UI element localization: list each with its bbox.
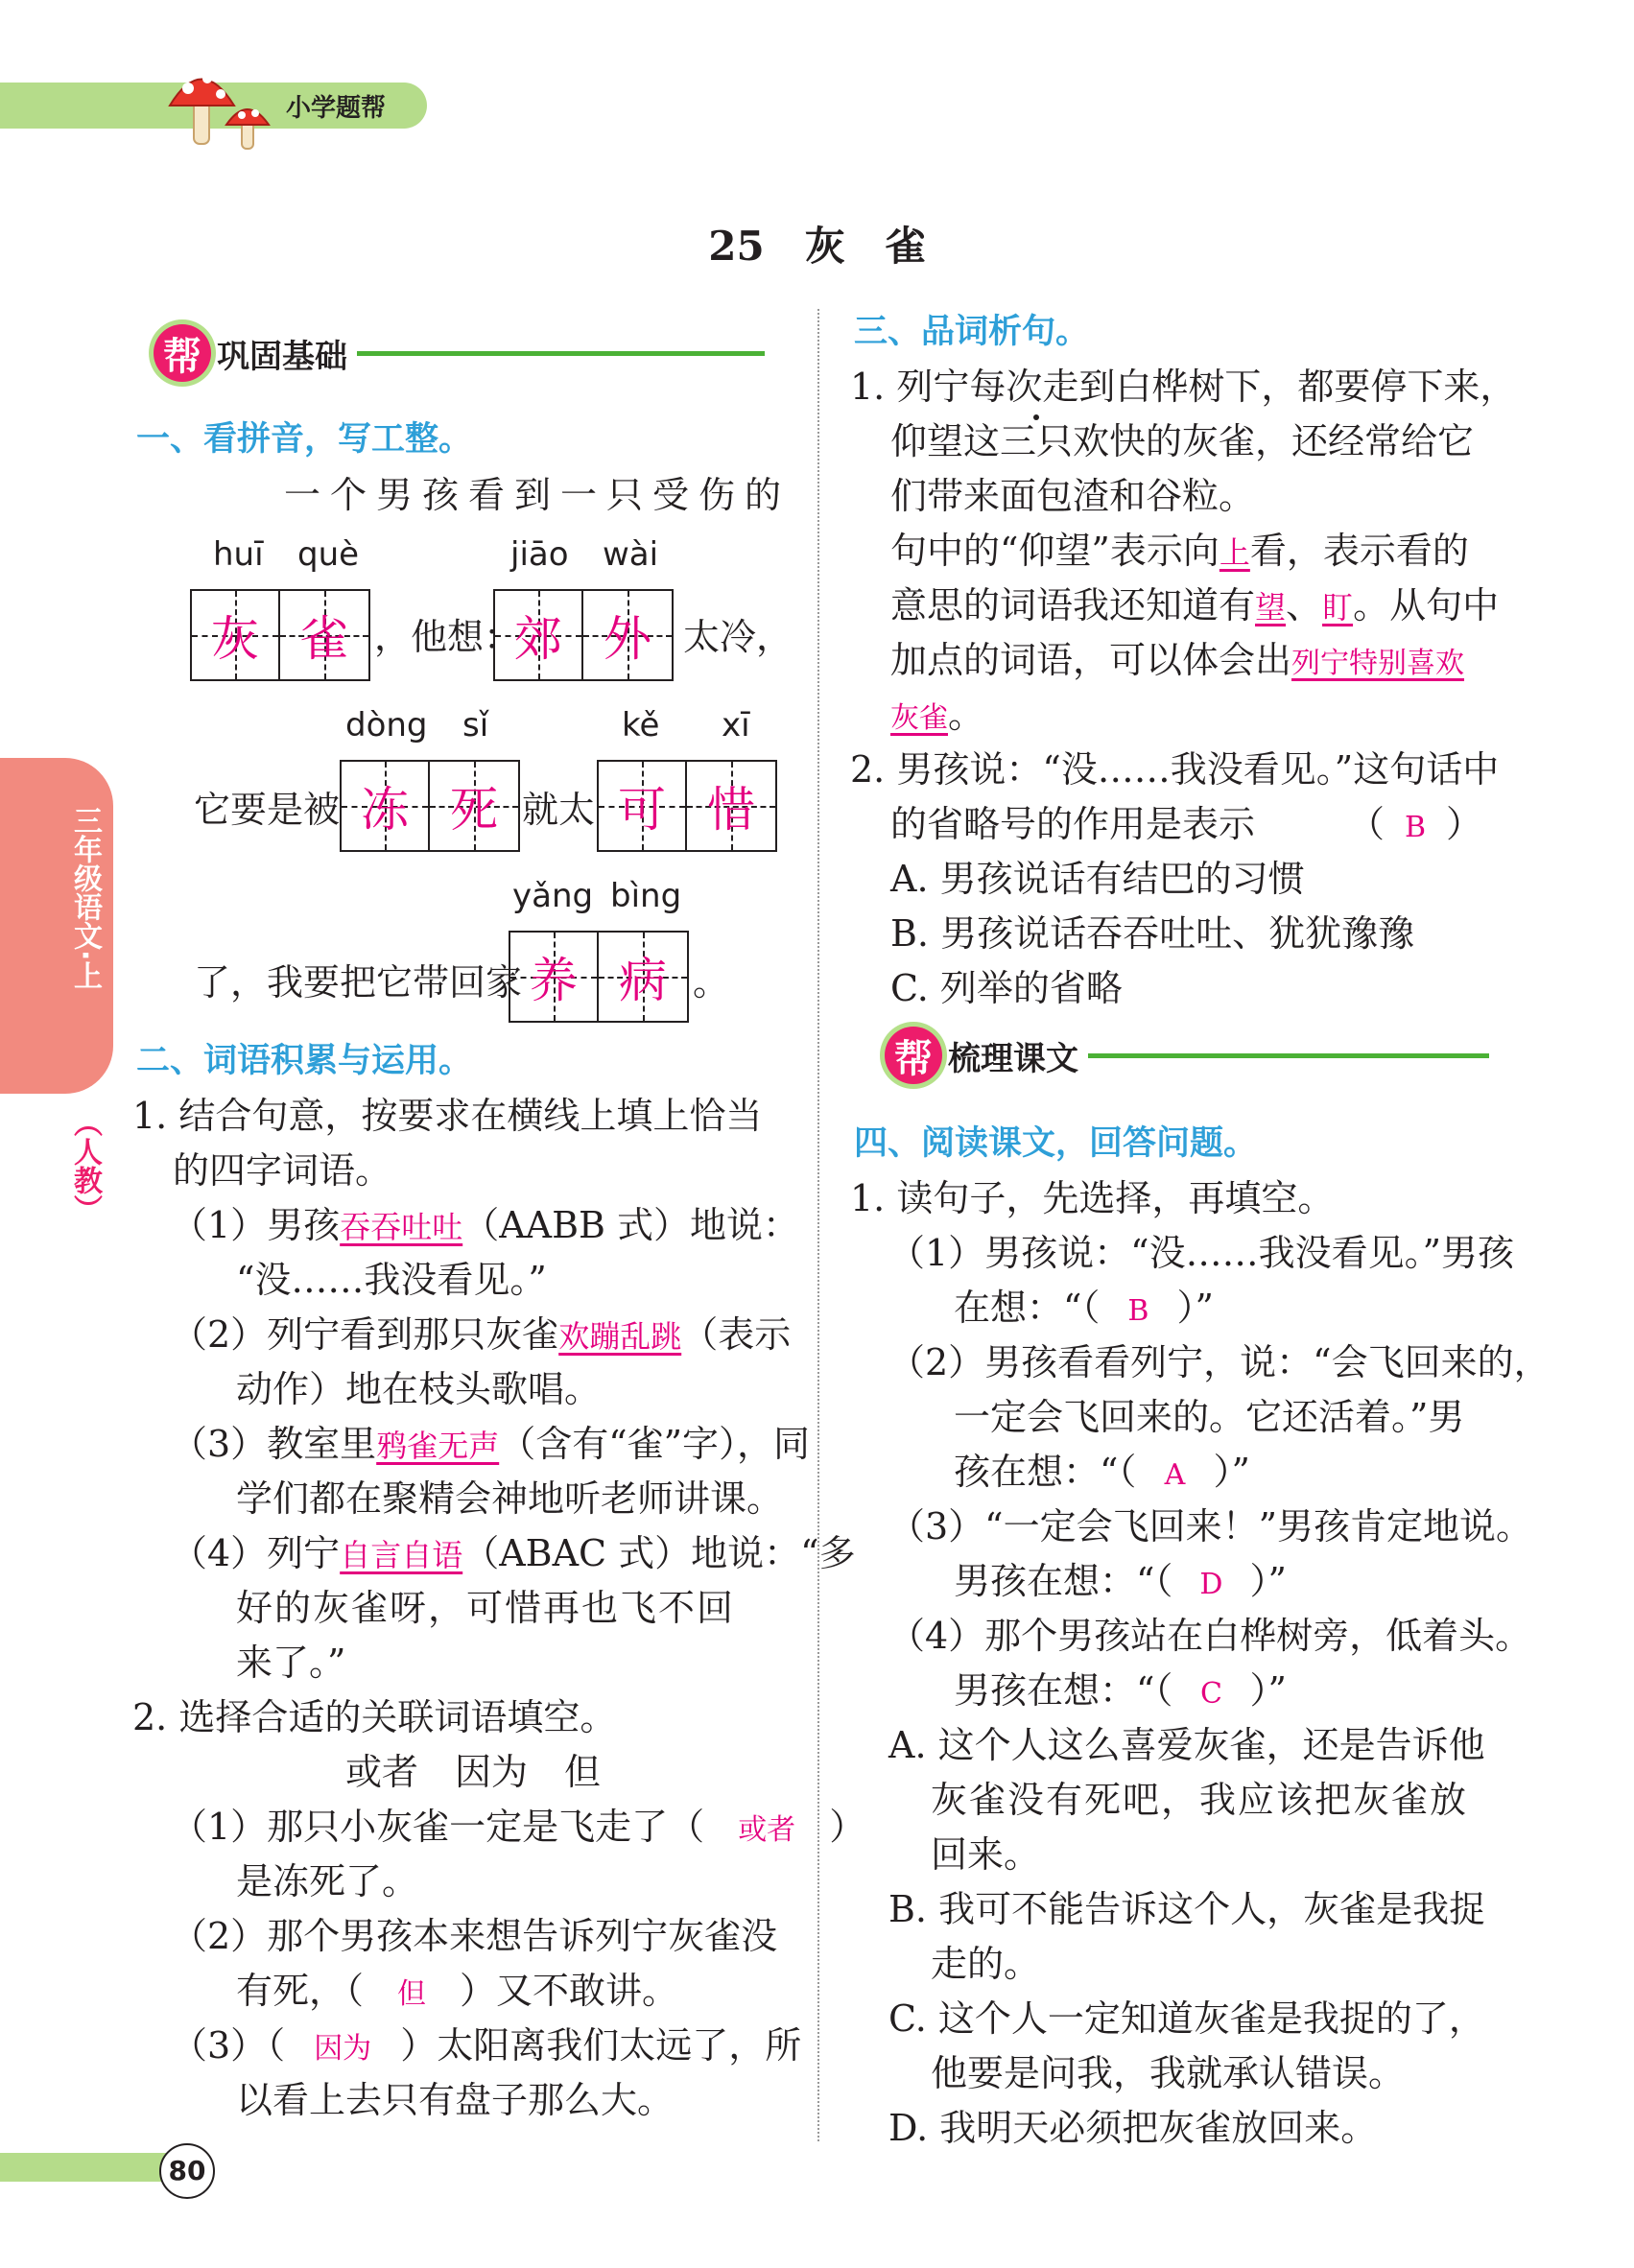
emphasis-dots: 三只 [1000,420,1074,462]
column-divider [817,309,819,2141]
sec2-q2-options: 或者 因为 但 [345,1751,602,1793]
sec3-optC: C. 列举的省略 [890,967,1123,1009]
sec3-q1-line6: 加点的词语，可以体会出列宁特别喜欢 [890,639,1465,681]
pinyin-dong: dòng [345,706,428,744]
answer-feeling-1: 列宁特别喜欢 [1291,647,1465,680]
side-tab-grade: 三年级语文·上 [68,806,102,990]
sec2-q2-line1: 2. 选择合适的关联词语填空。 [132,1696,617,1738]
pinyin-ke: kě [622,706,660,744]
banner-review-title: 梳理课文 [948,1039,1078,1078]
sec2-s3: （3）教室里鸦雀无声（含有“雀”字），同 [171,1423,811,1465]
sec1-text-end: 。 [693,961,730,1004]
sec3-q1-line5: 意思的词语我还知道有望、盯。从句中 [890,584,1500,626]
sec4-C-line1: C. 这个人一定知道灰雀是我捉的了， [888,1997,1485,2040]
char-grid-4 [597,760,777,852]
answer-c3: 因为 [314,2032,372,2066]
sec4-D-line1: D. 我明天必须把灰雀放回来。 [888,2107,1378,2149]
pinyin-wai: wài [603,535,659,574]
sec4-i1-line2: 在想：“（ B ）” [954,1281,1214,1338]
answer-i3: D [1199,1568,1223,1601]
char-grid-2 [493,589,674,681]
answer-i4: C [1199,1677,1222,1711]
pinyin-jiao: jiāo [510,535,569,574]
char-cell: 灰 [192,591,280,679]
sec4-i4-line1: （4）那个男孩站在白桦树旁，低着头。 [888,1615,1532,1657]
sec2-c2-line1: （2）那个男孩本来想告诉列宁灰雀没 [171,1915,778,1957]
char-cell: 郊 [495,591,583,679]
sec2-s4-line3: 来了。” [236,1642,346,1684]
char-grid-1 [190,589,370,681]
sec2-c1-line2: 是冻死了。 [236,1860,419,1902]
sec4-q1: 1. 读句子，先选择，再填空。 [850,1177,1335,1219]
sec1-text-tai-leng: 太冷， [683,616,793,658]
sec2-c3-line2: 以看上去只有盘子那么大。 [236,2079,675,2121]
sec4-A-line1: A. 这个人这么喜爱灰雀，还是告诉他 [888,1724,1485,1766]
sec4-A-line3: 回来。 [931,1833,1041,1876]
answer-i2: A [1164,1458,1186,1492]
sec4-i2-line3: 孩在想：“（ A ）” [954,1445,1250,1502]
sec3-q1-line3: 们带来面包渣和谷粒。 [890,475,1256,517]
pinyin-hui: huī [213,535,264,574]
answer-q2: B [1404,811,1427,844]
answer-wang: 望 [1255,589,1287,626]
sec2-c2: 有死，（ 但 ）又不敢讲。 [236,1964,678,2021]
pinyin-yang: yǎng [512,877,594,915]
sec2-c1: （1）那只小灰雀一定是飞走了（ 或者 ） [171,1800,865,1857]
sec4-B-line1: B. 我可不能告诉这个人，灰雀是我捉 [888,1888,1486,1930]
sec3-q2-line2: 的省略号的作用是表示 [890,803,1256,845]
banner-line-2 [1088,1053,1489,1058]
sec4-C-line2: 他要是问我，我就承认错误。 [931,2052,1406,2094]
sec4-B-line2: 走的。 [931,1943,1041,1985]
brand-label: 小学题帮 [286,94,387,123]
banner-consolidate [154,324,765,382]
side-tab-edition: （人教） [68,1108,102,1223]
answer-s4: 自言自语 [340,1537,463,1573]
char-cell: 病 [599,933,687,1021]
sec4-i1-line1: （1）男孩说：“没……我没看见。”男孩 [888,1232,1515,1274]
char-cell: 冻 [342,762,430,850]
sec2-s4-line2: 好的灰雀呀，可惜再也飞不回 [236,1587,736,1629]
sec2-s2: （2）列宁看到那只灰雀欢蹦乱跳（表示 [171,1313,792,1356]
answer-feeling-2: 灰雀 [890,701,948,735]
sec3-q1-line4: 句中的“仰望”表示向上看，表示看的 [890,530,1469,572]
answer-ding: 盯 [1322,589,1354,626]
sec2-c3: （3）（ 因为 ）太阳离我们太远了，所 [171,2019,801,2076]
sec2-s2-line2: 动作）地在枝头歌唱。 [236,1368,602,1410]
pinyin-que: què [297,535,360,574]
pinyin-si: sǐ [462,706,489,744]
banner-line-1 [357,351,765,356]
char-cell: 死 [430,762,518,850]
answer-c2: 但 [397,1977,427,2011]
sec4-i2-line2: 一定会飞回来的。它还活着。”男 [954,1396,1465,1438]
sec2-s1: （1）男孩吞吞吐吐（AABB 式）地说： [171,1204,800,1246]
bang-badge-1: 帮 [154,324,211,382]
bang-badge-2: 帮 [885,1027,942,1084]
sec3-q1-line2: 仰望这三只欢快的灰雀，还经常给它 [890,420,1475,462]
answer-s2: 欢蹦乱跳 [558,1318,682,1355]
sec4-i4-line2: 男孩在想：“（ C ）” [954,1664,1287,1721]
sec4-heading: 四、阅读课文，回答问题。 [854,1124,1258,1163]
answer-i1: B [1127,1294,1149,1328]
sec2-q1-line2: 的四字词语。 [173,1149,392,1192]
char-cell: 外 [583,591,672,679]
sec2-q1-line1: 1. 结合句意，按要求在横线上填上恰当 [132,1095,763,1137]
char-grid-3 [340,760,520,852]
sec1-text-ta-xiang: ，他想： [374,616,521,658]
sec3-q1-line7: 灰雀。 [890,694,985,736]
sec1-line1: 一个男孩看到一只受伤的 [284,474,792,516]
sec1-text-jiu-tai: 就太 [522,789,596,831]
sec1-text-dai-hui-jia: 了，我要把它带回家 [194,961,523,1004]
banner-consolidate-title: 巩固基础 [217,337,347,376]
sec3-q1-line1: 1. 列宁每次走到白桦树下，都要停下来， [850,366,1517,408]
sec4-A-line2: 灰雀没有死吧，我应该把灰雀放 [931,1779,1469,1821]
banner-review [885,1027,1489,1084]
sec3-optB: B. 男孩说话吞吞吐吐、犹犹豫豫 [890,912,1415,955]
sec2-heading: 二、词语积累与运用。 [136,1042,473,1080]
page-title: 25 灰 雀 [708,223,926,270]
pinyin-xi: xī [722,706,750,744]
answer-c1: 或者 [738,1813,796,1847]
char-cell: 雀 [280,591,368,679]
mushroom-logo-icon [165,58,280,154]
char-cell: 养 [510,933,599,1021]
page-number: 80 [159,2143,215,2199]
sec4-i3-line2: 男孩在想：“（ D ）” [954,1554,1287,1612]
sec3-optA: A. 男孩说话有结巴的习惯 [890,858,1305,900]
answer-s3: 鸦雀无声 [376,1428,500,1464]
sec3-heading: 三、品词析句。 [854,313,1090,351]
sec4-i2-line1: （2）男孩看看列宁，说：“会飞回来的， [888,1341,1551,1383]
pinyin-bing: bìng [610,877,682,915]
sec3-q2-choice: （ B ） [1348,797,1482,855]
sec1-text-ta-yao: 它要是被 [194,789,341,831]
sec2-s4: （4）列宁自言自语（ABAC 式）地说：“多 [171,1532,856,1574]
sec2-s3-line2: 学们都在聚精会神地听老师讲课。 [236,1477,784,1520]
sec1-heading: 一、看拼音，写工整。 [136,420,473,459]
sec2-s1-line2: “没……我没看见。” [236,1259,547,1301]
answer-s1: 吞吞吐吐 [340,1209,463,1245]
answer-shang: 上 [1219,534,1250,571]
char-grid-5 [509,931,689,1023]
sec3-q2-line1: 2. 男孩说：“没……我没看见。”这句话中 [850,748,1500,791]
char-cell: 可 [599,762,687,850]
sec4-i3-line1: （3）“一定会飞回来！”男孩肯定地说。 [888,1505,1533,1547]
char-cell: 惜 [687,762,775,850]
